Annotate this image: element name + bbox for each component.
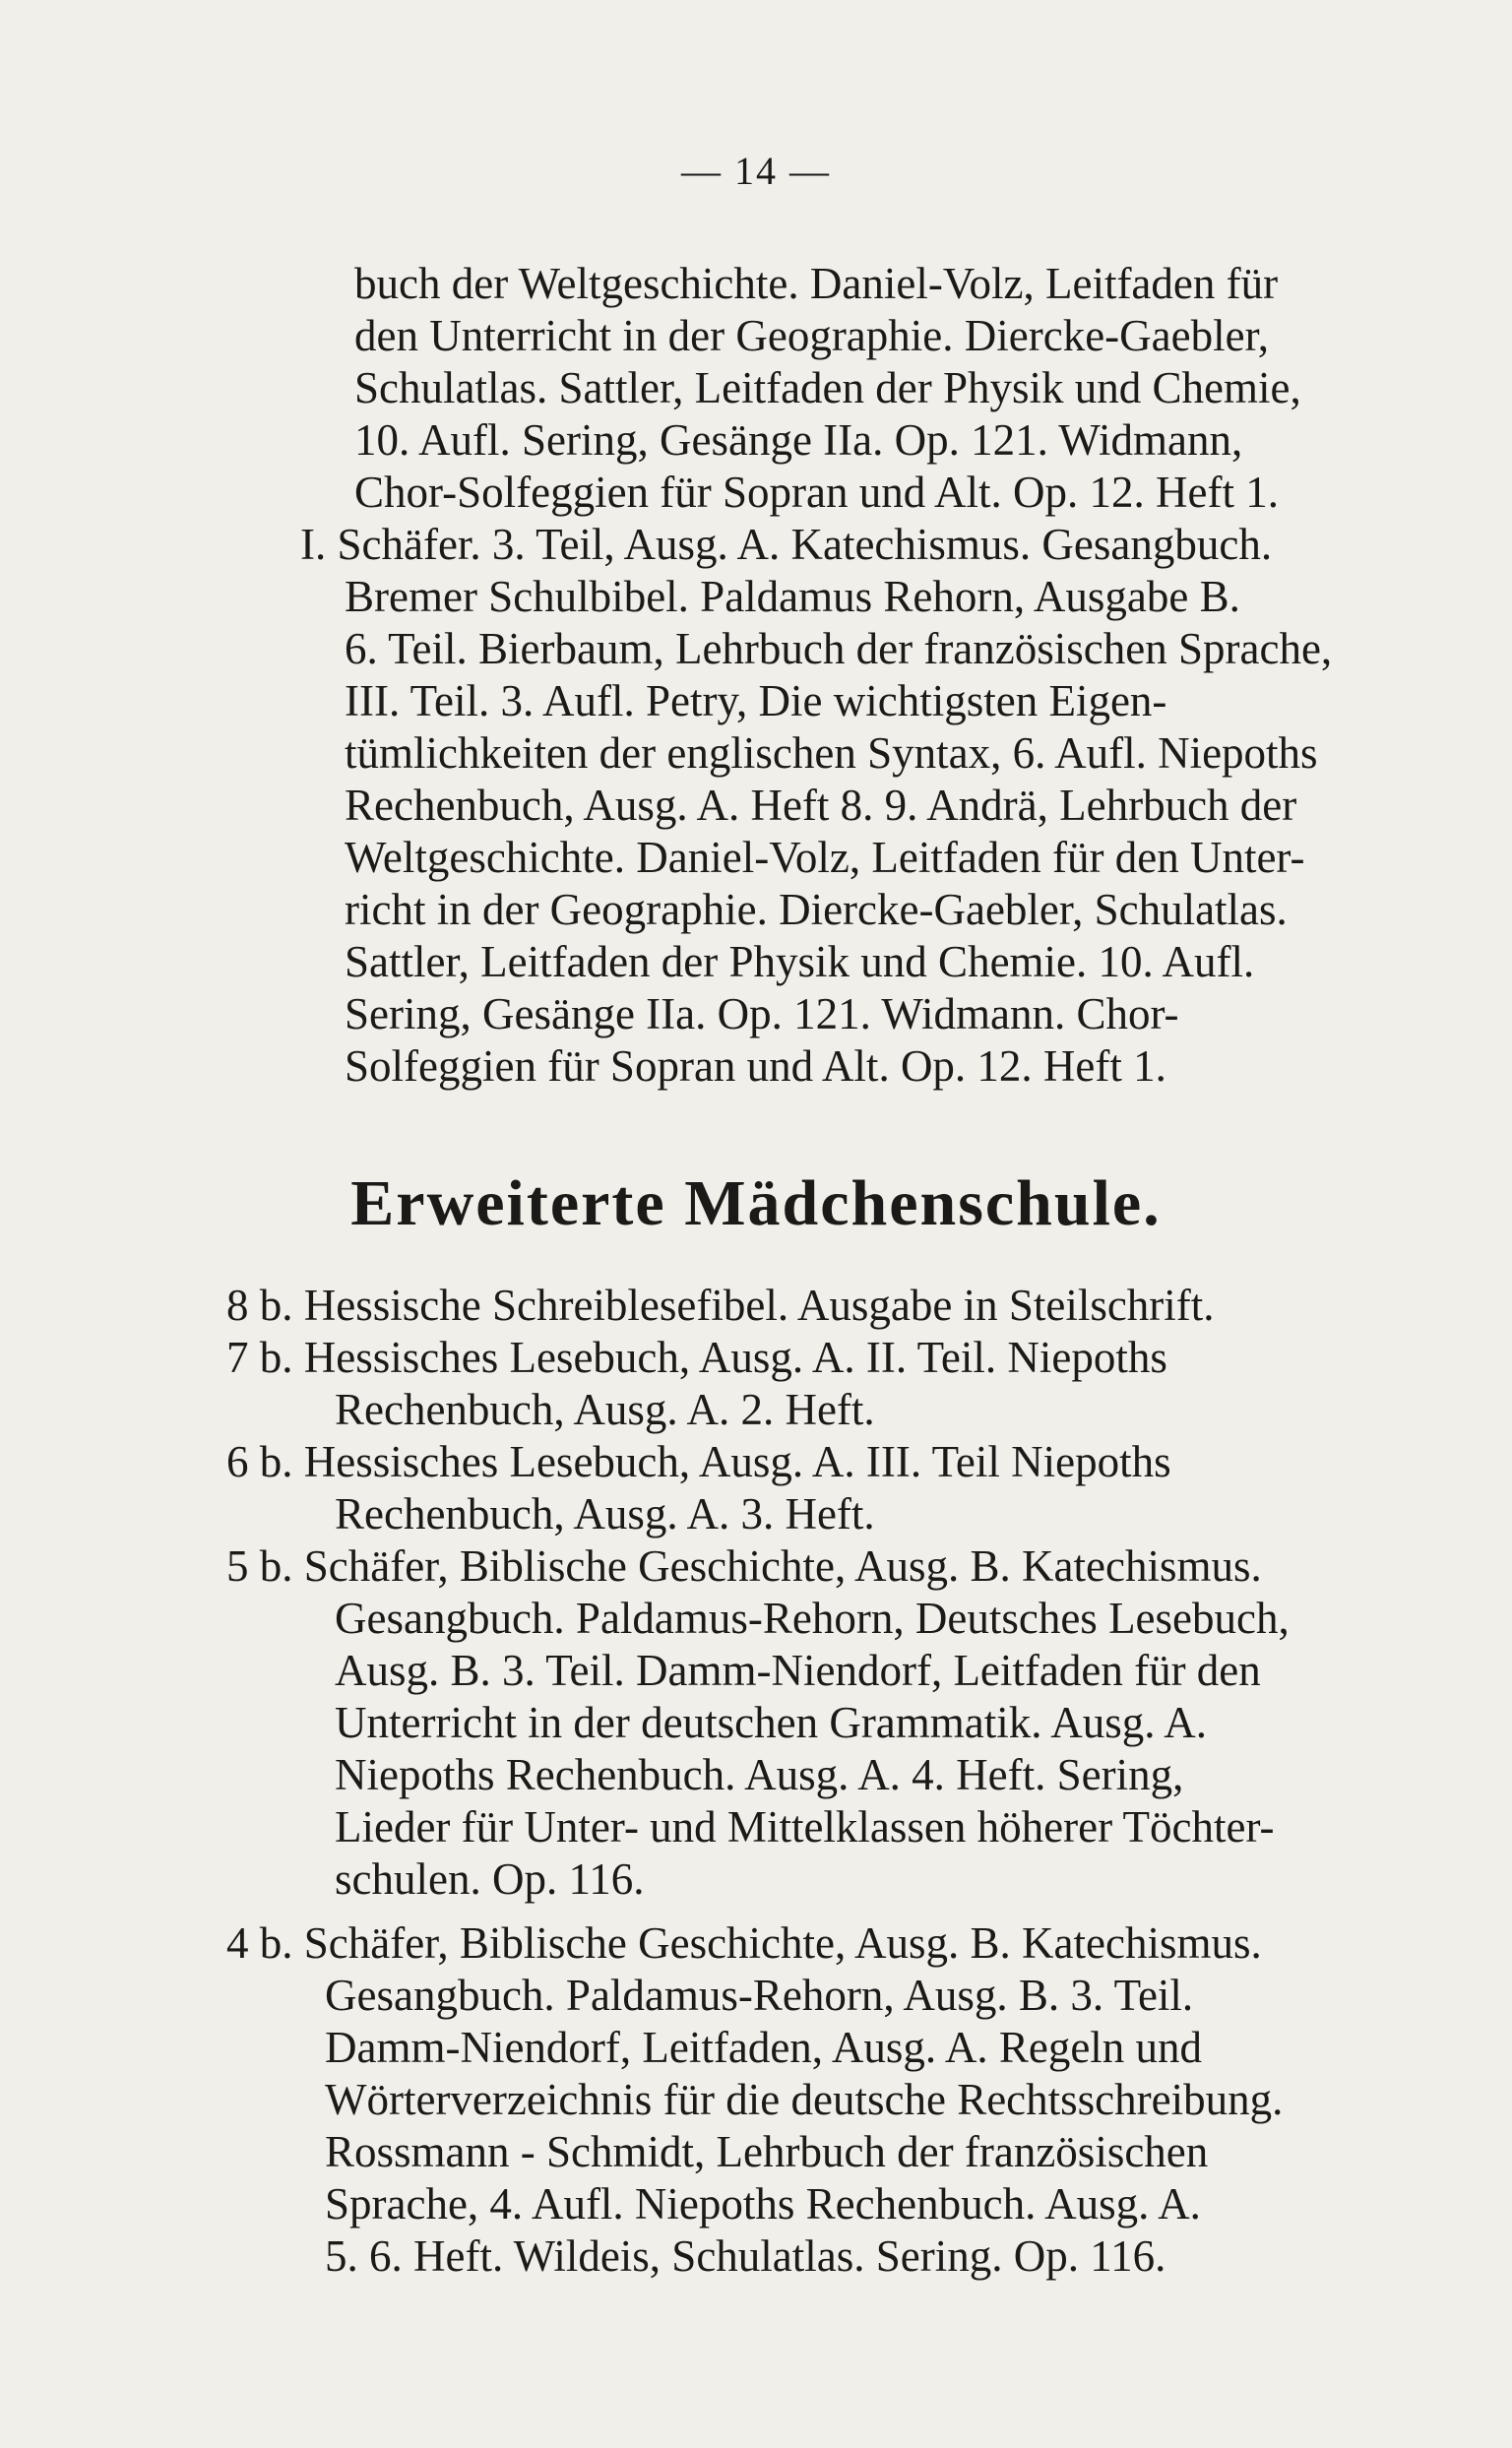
text-line: Schulatlas. Sattler, Leitfaden der Physik und Chemie, [354,363,1301,412]
text-line: III. Teil. 3. Aufl. Petry, Die wichtigsten Eigen- [345,676,1167,725]
text-line: 4 b. Schäfer, Biblische Geschichte, Ausg. B. Katechismus. [226,1918,1262,1968]
text-line: Rossmann - Schmidt, Lehrbuch der französischen [325,2127,1209,2176]
text-line: Gesangbuch. Paldamus-Rehorn, Ausg. B. 3. Teil. [325,1971,1194,2020]
text-line: I. Schäfer. 3. Teil, Ausg. A. Katechismus. Gesangbuch. [300,520,1273,569]
text-line: 7 b. Hessisches Lesebuch, Ausg. A. II. Teil. Niepoths [226,1333,1167,1382]
text-line: Sprache, 4. Aufl. Niepoths Rechenbuch. Ausg. A. [325,2179,1201,2228]
section-heading: Erweiterte Mädchenschule. [350,1167,1162,1239]
text-line: Rechenbuch, Ausg. A. 3. Heft. [335,1489,875,1538]
text-line: Rechenbuch, Ausg. A. Heft 8. 9. Andrä, Lehrbuch der [345,781,1297,830]
text-line: 6 b. Hessisches Lesebuch, Ausg. A. III. Teil Niepoths [226,1437,1171,1486]
text-line: 5. 6. Heft. Wildeis, Schulatlas. Sering. Op. 116. [325,2231,1166,2281]
text-line: Sattler, Leitfaden der Physik und Chemie. 10. Aufl. [345,937,1255,986]
text-line: 8 b. Hessische Schreiblesefibel. Ausgabe in Steilschrift. [226,1281,1215,1330]
text-line: Unterricht in der deutschen Grammatik. Ausg. A. [335,1698,1208,1747]
text-line: Niepoths Rechenbuch. Ausg. A. 4. Heft. Sering, [335,1750,1184,1799]
text-line: Solfeggien für Sopran und Alt. Op. 12. Heft 1. [345,1041,1166,1091]
text-line: Bremer Schulbibel. Paldamus Rehorn, Ausgabe B. [345,572,1240,621]
text-line: Chor-Solfeggien für Sopran und Alt. Op. 12. Heft 1. [354,468,1279,517]
text-line: Weltgeschichte. Daniel-Volz, Leitfaden für den Unter- [345,833,1305,882]
text-line: 10. Aufl. Sering, Gesänge IIa. Op. 121. Widmann, [354,415,1243,465]
text-line: schulen. Op. 116. [335,1854,645,1904]
page-number: — 14 — [681,149,831,193]
text-line: Rechenbuch, Ausg. A. 2. Heft. [335,1385,875,1434]
text-line: Lieder für Unter- und Mittelklassen höherer Töchter- [335,1802,1275,1852]
text-line: richt in der Geographie. Diercke-Gaebler, Schulatlas. [345,885,1288,934]
text-line: tümlichkeiten der englischen Syntax, 6. Aufl. Niepoths [345,728,1318,778]
text-line: Ausg. B. 3. Teil. Damm-Niendorf, Leitfaden für den [335,1646,1261,1695]
text-line: Damm-Niendorf, Leitfaden, Ausg. A. Regeln und [325,2023,1203,2072]
text-line: den Unterricht in der Geographie. Diercke-Gaebler, [354,311,1270,360]
text-line: buch der Weltgeschichte. Daniel-Volz, Leitfaden für [354,259,1279,308]
text-line: Sering, Gesänge IIa. Op. 121. Widmann. Chor- [345,989,1179,1038]
text-line: Gesangbuch. Paldamus-Rehorn, Deutsches Lesebuch, [335,1594,1290,1643]
text-line: Wörterverzeichnis für die deutsche Rechtsschreibung. [325,2075,1284,2124]
text-line: 6. Teil. Bierbaum, Lehrbuch der französischen Sprache, [345,624,1333,673]
text-line: 5 b. Schäfer, Biblische Geschichte, Ausg. B. Katechismus. [226,1541,1262,1591]
